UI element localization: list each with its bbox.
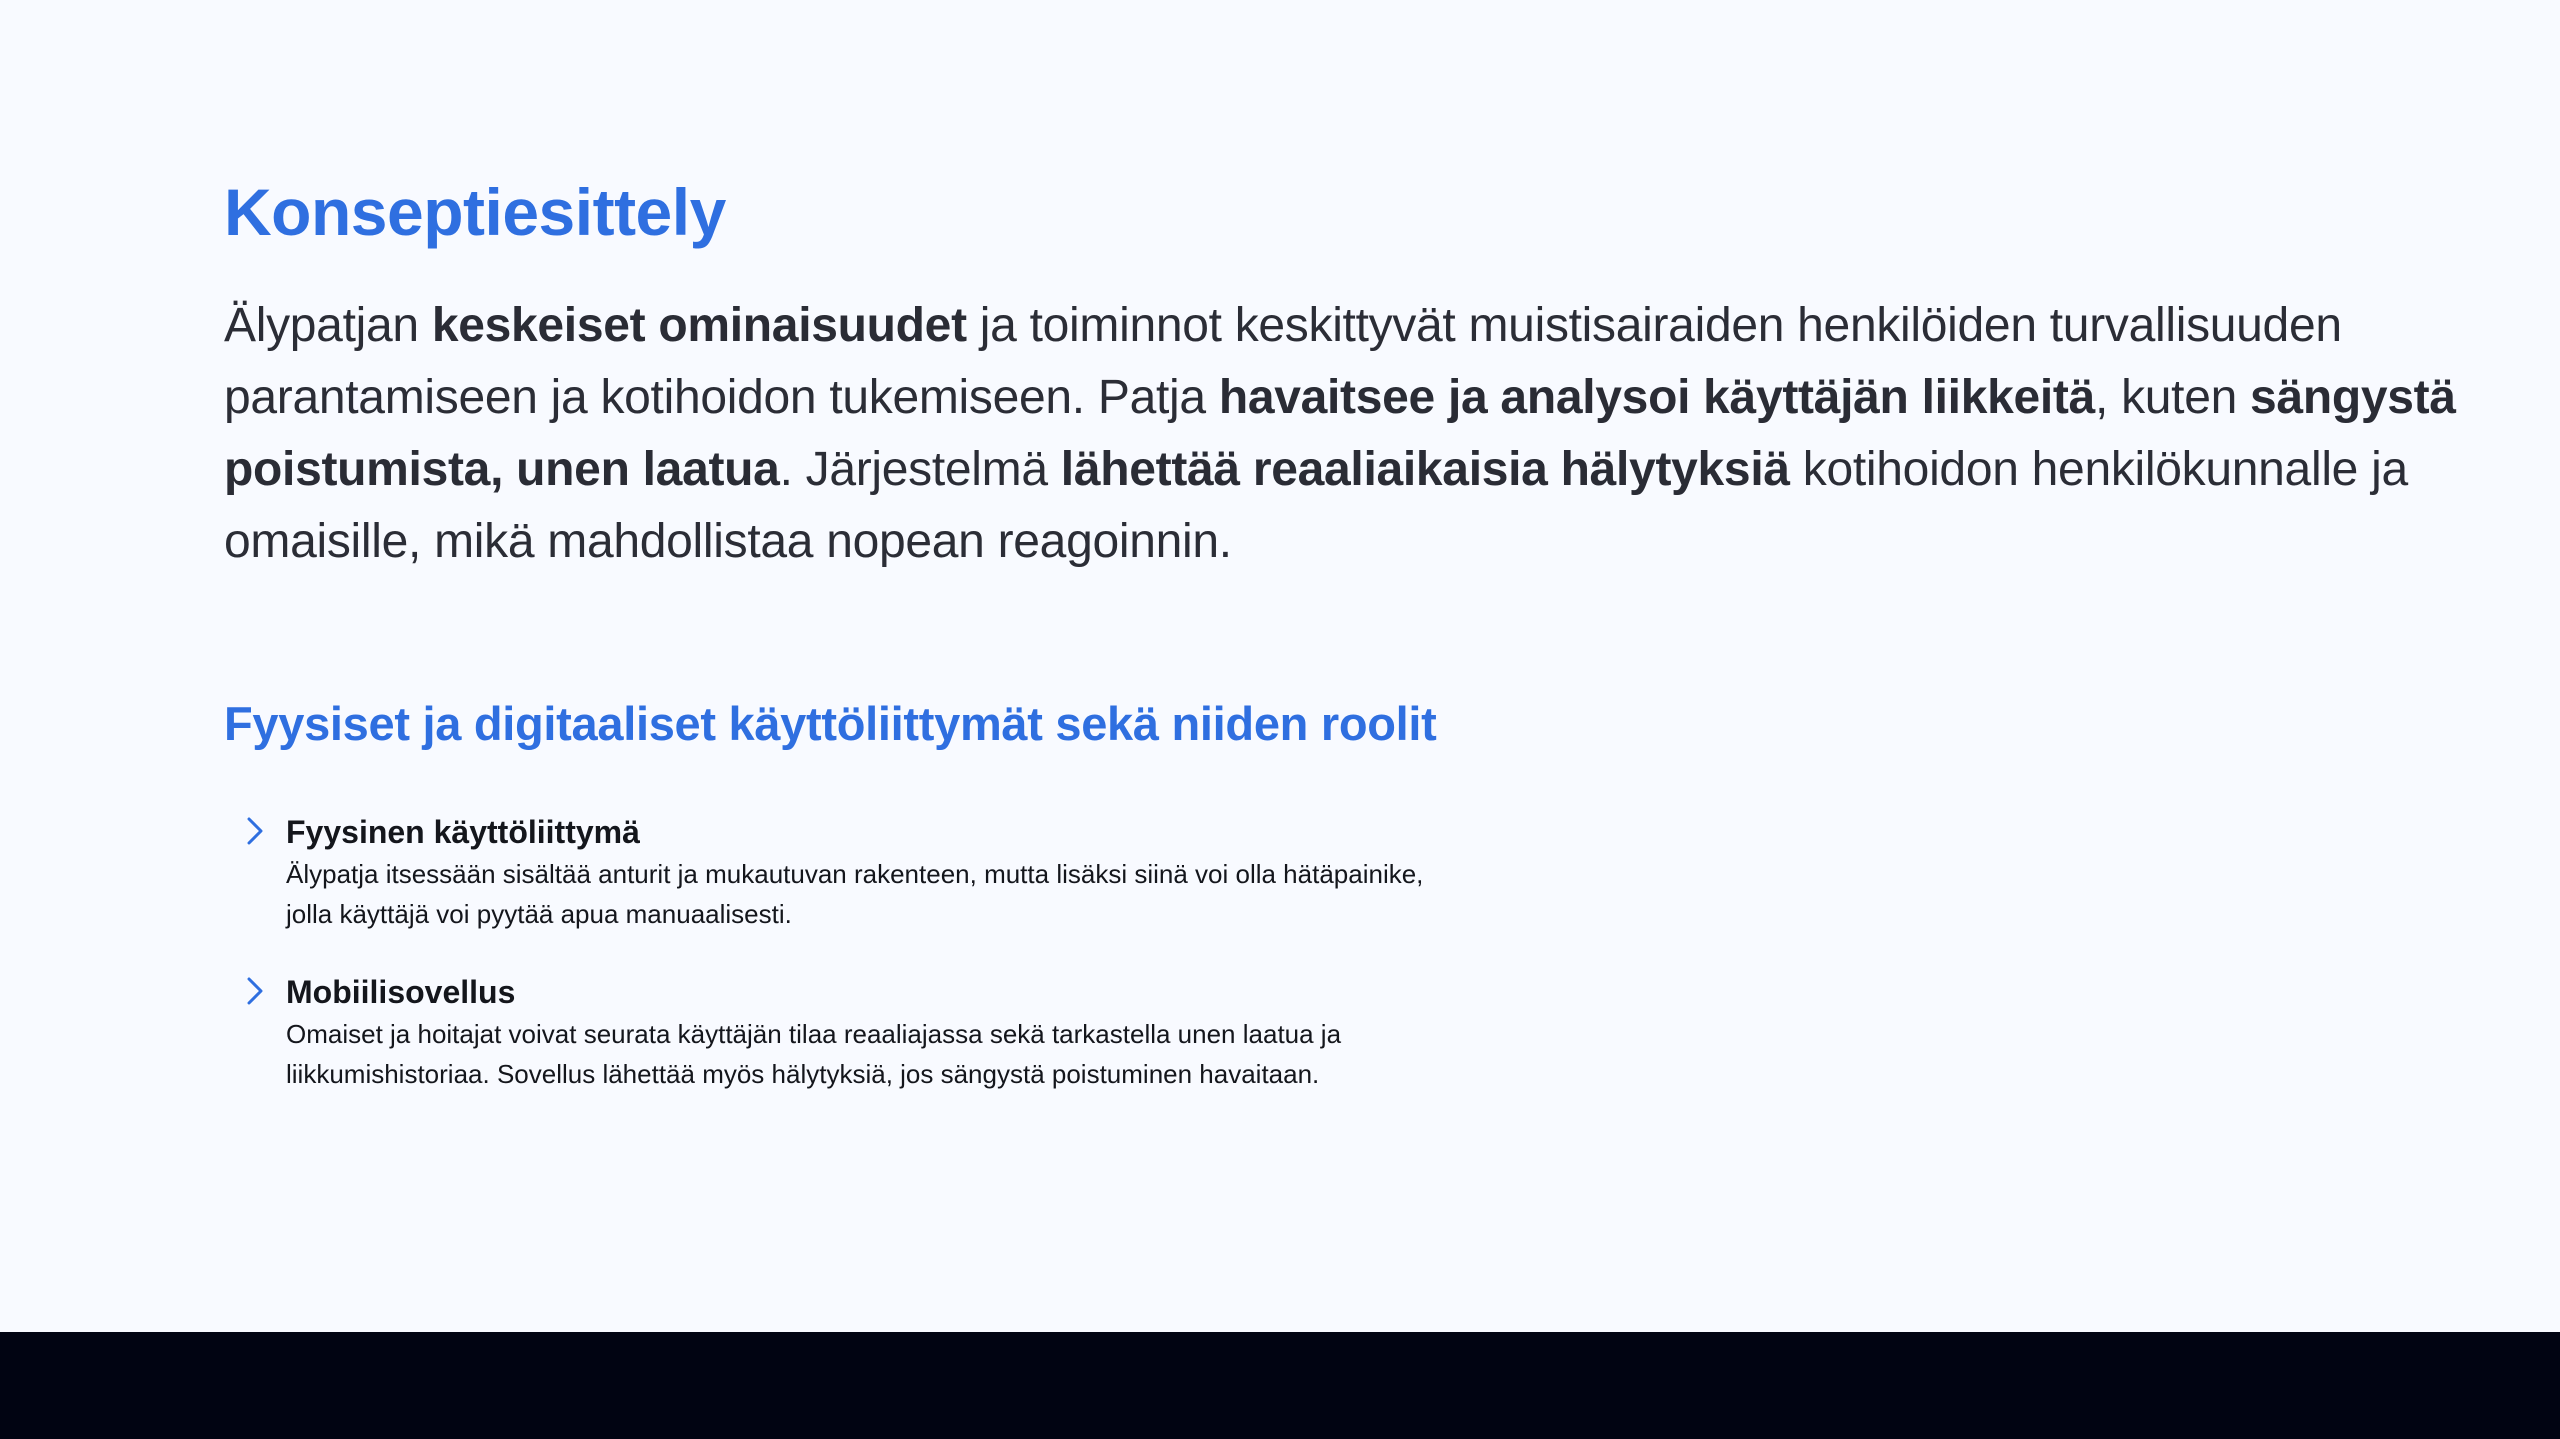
intro-paragraph [224, 290, 2524, 578]
page-title: Konseptiesittely [224, 175, 726, 249]
intro-emphasis: havaitsee ja analysoi käyttäjän liikkeitä [1218, 371, 2096, 424]
role-title: Mobiilisovellus [286, 974, 516, 1010]
role-item-mobile-app [224, 970, 1404, 1094]
role-title: Fyysinen käyttöliittymä [286, 814, 640, 850]
intro-text: ja toiminnot keskittyvät muistisairaiden henkilöiden turvallisuuden parantamiseen ja kotihoidon tukemiseen. Patja [224, 299, 2342, 424]
intro-text: Älypatjan [224, 299, 432, 352]
chevron-right-icon [242, 814, 268, 848]
intro-emphasis: sängystä poistumista, unen laatua [224, 371, 2456, 496]
role-item-physical-interface [224, 810, 1424, 934]
footer-bar [0, 1332, 2560, 1439]
intro-emphasis: keskeiset ominaisuudet [431, 299, 967, 352]
role-description: Älypatja itsessään sisältää anturit ja mukautuvan rakenteen, mutta lisäksi siinä voi olla hätäpainike, jolla käyttäjä voi pyytää apua manuaalisesti. [286, 859, 1424, 929]
intro-text: kotihoidon henkilökunnalle ja omaisille, mikä mahdollistaa nopean reagoinnin. [224, 443, 2408, 568]
intro-text: . Järjestelmä [779, 443, 1061, 496]
slide-content [224, 168, 2524, 1130]
roles-list [224, 810, 1424, 1094]
section-title: Fyysiset ja digitaaliset käyttöliittymät sekä niiden roolit [224, 697, 1437, 750]
intro-text: , kuten [2095, 371, 2251, 424]
role-description: Omaiset ja hoitajat voivat seurata käyttäjän tilaa reaaliajassa sekä tarkastella unen laatua ja liikkumishistoriaa. Sovellus lähettää myös hälytyksiä, jos sängystä poistuminen havaitaan. [286, 1019, 1342, 1089]
intro-emphasis: lähettää reaaliaikaisia hälytyksiä [1060, 443, 1790, 496]
chevron-right-icon [242, 974, 268, 1008]
